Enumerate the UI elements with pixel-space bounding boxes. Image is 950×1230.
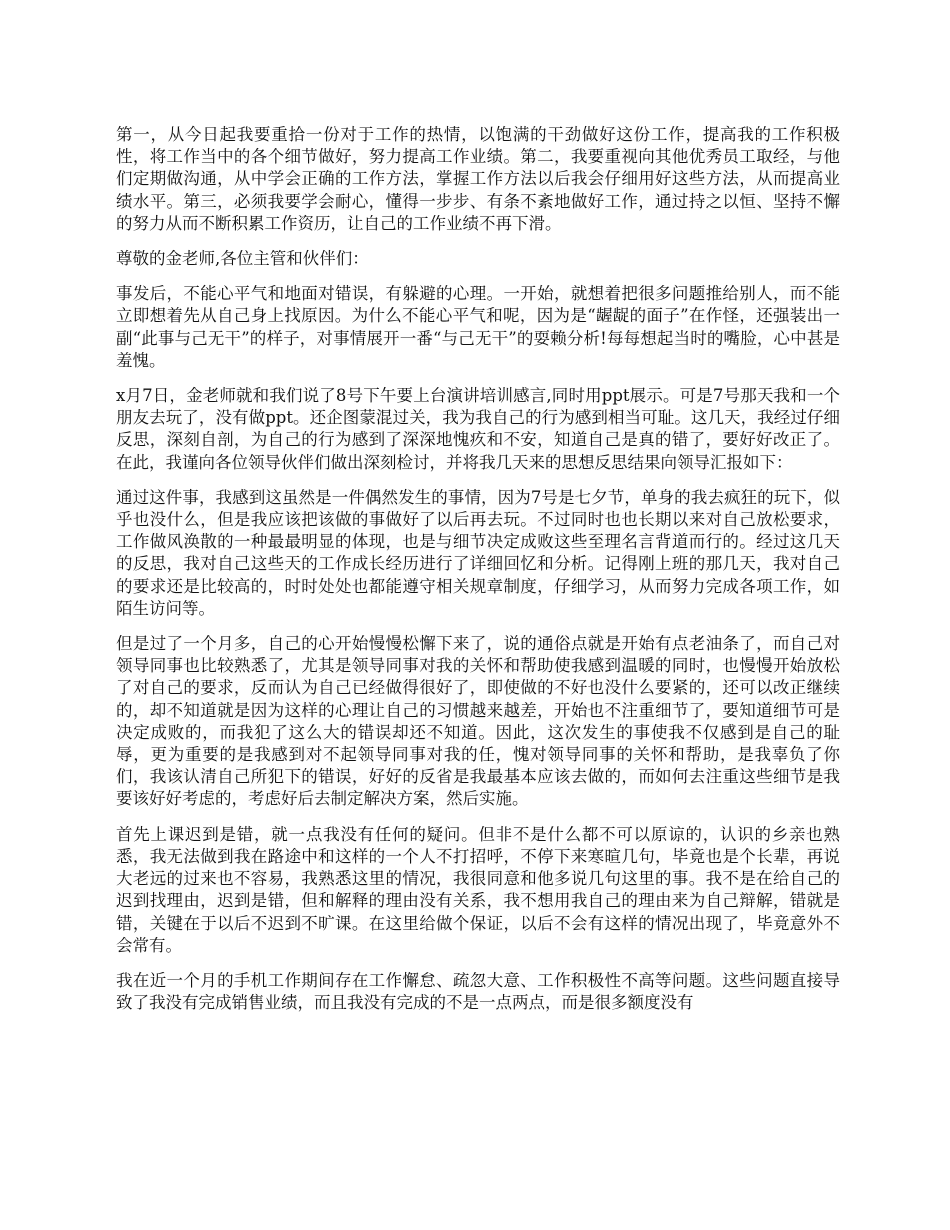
document-body [116, 124, 840, 1027]
paragraph-reflection: 通过这件事，我感到这虽然是一件偶然发生的事情，因为7号是七夕节，单身的我去疯狂的玩下，似乎也没什么，但是我应该把该做的事做好了以后再去玩。不过同时也也长期以来对自己放松要求，工作做风涣散的一种最最明显的体现，也是与细节决定成败这些至理名言背道而行的。经过这几天的反思，我对自己这些天的工作成长经历进行了详细回忆和分析。记得刚上班的那几天，我对自己的要求还是比较高的，时时处处也都能遵守相关规章制度，仔细学习，从而努力完成各项工作，如陌生访问等。 [116, 487, 840, 618]
paragraph-salutation: 尊敬的金老师,各位主管和伙伴们： [116, 249, 369, 269]
paragraph-slacking: 但是过了一个月多，自己的心开始慢慢松懈下来了，说的通俗点就是开始有点老油条了，而自己对领导同事也比较熟悉了，尤其是领导同事对我的关怀和帮助使我感到温暖的同时，也慢慢开始放松了对自己的要求，反而认为自己已经做得很好了，即使做的不好也没什么要紧的，还可以改正继续的，却不知道就是因为这样的心理让自己的习惯越来越差，开始也不注重细节了，要知道细节可是决定成败的，而我犯了这么大的错误却还不知道。因此，这次发生的事使我不仅感到是自己的耻辱，更为重要的是我感到对不起领导同事对我的任，愧对领导同事的关怀和帮助，是我辜负了你们，我该认清自己所犯下的错误，好好的反省是我最基本应该去做的，而如何去注重这些细节是我要该好好考虑的，考虑好后去制定解决方案，然后实施。 [116, 634, 840, 809]
paragraph-ppt-incident: x月7日，金老师就和我们说了8号下午要上台演讲培训感言,同时用ppt展示。可是7号那天我和一个朋友去玩了，没有做ppt。还企图蒙混过关，我为我自己的行为感到相当可耻。这几天，我经过仔细反思，深刻自剖，为自己的行为感到了深深地愧疚和不安，知道自己是真的错了，要好好改正了。在此，我谨向各位领导伙伴们做出深刻检讨，并将我几天来的思想反思结果向领导汇报如下： [116, 386, 840, 472]
paragraph-commitments: 第一，从今日起我要重拾一份对于工作的热情，以饱满的干劲做好这份工作，提高我的工作积极性，将工作当中的各个细节做好，努力提高工作业绩。第二，我要重视向其他优秀员工取经，与他们定期做沟通，从中学会正确的工作方法，掌握工作方法以后我会仔细用好这些方法，从而提高业绩水平。第三，必须我要学会耐心，懂得一步步、有条不紊地做好工作，通过持之以恒、坚持不懈的努力从而不断积累工作资历，让自己的工作业绩不再下滑。 [116, 125, 840, 233]
paragraph-avoidance: 事发后，不能心平气和地面对错误，有躲避的心理。一开始，就想着把很多问题推给别人，而不能立即想着先从自己身上找原因。为什么不能心平气和呢，因为是“龌龊的面子”在作怪，还强装出一副“此事与己无干”的样子，对事情展开一番“与己无干”的耍赖分析!每每想起当时的嘴脸，心中甚是羞愧。 [116, 284, 840, 370]
paragraph-lateness: 首先上课迟到是错，就一点我没有任何的疑问。但非不是什么都不可以原谅的，认识的乡亲也熟悉，我无法做到我在路途中和这样的一个人不打招呼，不停下来寒暄几句，毕竟也是个长辈，再说大老远的过来也不容易，我熟悉这里的情况，我很同意和他多说几句这里的事。我不是在给自己的迟到找理由，迟到是错，但和解释的理由没有关系，我不想用我自己的理由来为自己辩解，错就是错，关键在于以后不迟到不旷课。在这里给做个保证，以后不会有这样的情况出现了，毕竟意外不会常有。 [116, 824, 840, 955]
paragraph-sales-performance: 我在近一个月的手机工作期间存在工作懈怠、疏忽大意、工作积极性不高等问题。这些问题直接导致了我没有完成销售业绩，而且我没有完成的不是一点两点，而是很多额度没有 [116, 970, 840, 1013]
